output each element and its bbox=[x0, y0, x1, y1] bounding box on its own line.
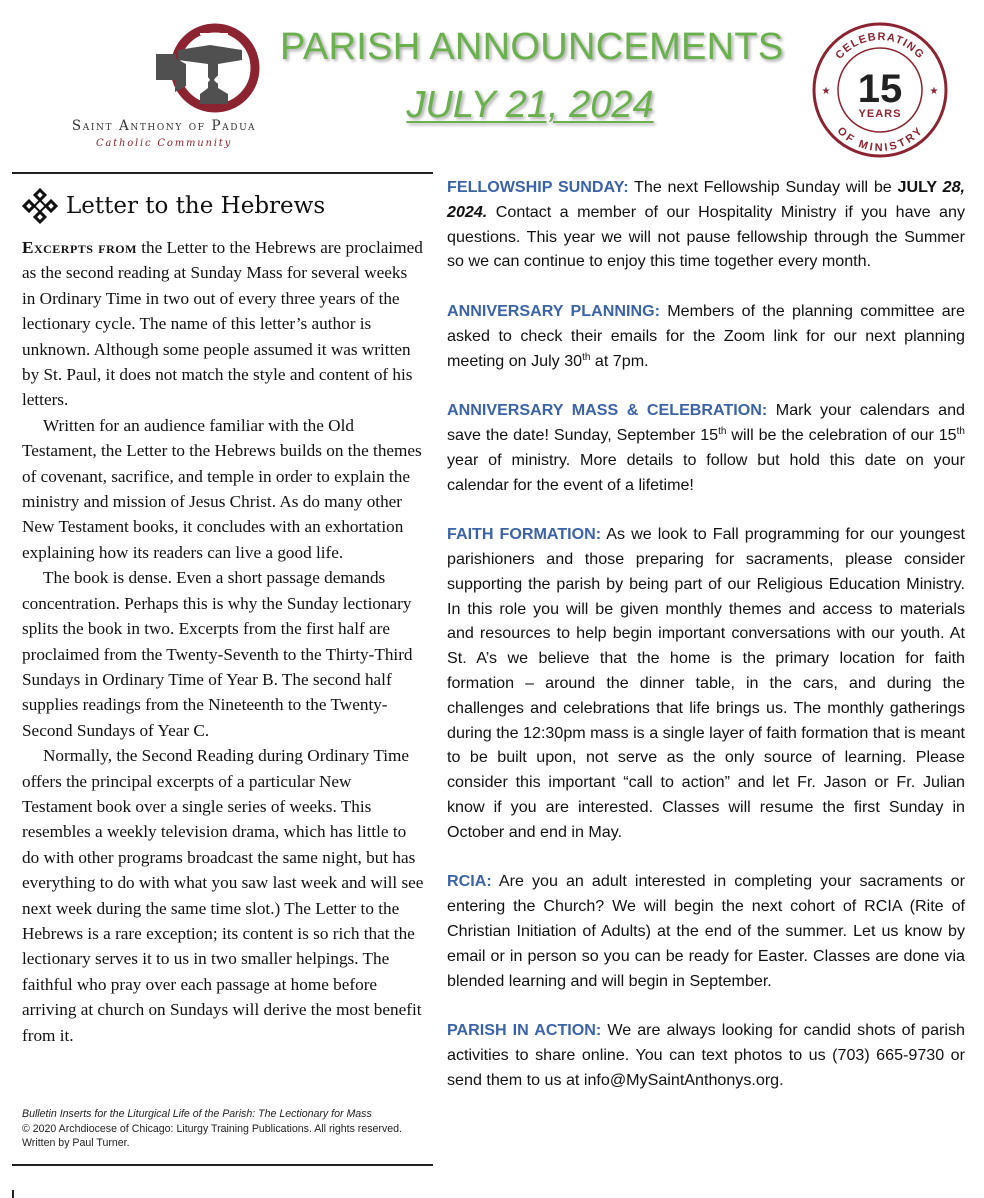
announcement-faith bbox=[447, 522, 965, 844]
hebrews-lead: Excerpts from bbox=[22, 238, 137, 257]
rcia-text: Are you an adult interested in completing your sacraments or entering the Church? We will begin the next cohort of RCIA (Rite of Christian Initiation of Adults) at the end of the summer. Let us know by email or in person so you can be ready for Easter. Classes are done via blended learning and will begin in September. bbox=[447, 872, 965, 990]
planning-sup: th bbox=[582, 351, 591, 363]
page-date: JULY 21, 2024 bbox=[406, 84, 654, 126]
credits-title: Bulletin Inserts for the Liturgical Life of the Parish: The Lectionary for Mass bbox=[22, 1108, 372, 1120]
mass-text-1: Mark your calendars and save the date! Sunday, September 15 bbox=[447, 401, 965, 444]
hebrews-article bbox=[22, 186, 424, 1048]
fellowship-text-2: Contact a member of our Hospitality Ministry if you have any questions. This year we will not pause fellowship through the Summer so we can continue to enjoy this time together every month. bbox=[447, 202, 965, 271]
rcia-heading: RCIA: bbox=[447, 872, 492, 891]
seal-years: YEARS bbox=[858, 108, 902, 120]
fellowship-heading: FELLOWSHIP SUNDAY: bbox=[447, 178, 629, 196]
action-text: We are always looking for candid shots of parish activities to share online. You can text photos to us (703) 665-9730 or send them to us at info@MySaintAnthonys.org. bbox=[447, 1021, 965, 1089]
seal-star-right: ★ bbox=[929, 86, 939, 97]
fellowship-text-1: The next Fellowship Sunday will be bbox=[628, 178, 898, 196]
announcement-action bbox=[447, 1018, 965, 1092]
planning-text-1: Members of the planning committee are asked to check their emails for the Zoom link for our next planning meeting on July 30 bbox=[447, 301, 965, 370]
parish-subtitle: Catholic Community bbox=[95, 138, 233, 149]
left-top-rule bbox=[12, 172, 433, 174]
fellowship-date-month: JULY bbox=[897, 178, 943, 196]
hebrews-credits bbox=[22, 1107, 422, 1151]
diamond-ornament-icon bbox=[22, 188, 58, 224]
hebrews-paragraph-3: The book is dense. Even a short passage demands concentration. Perhaps this is why the Sunday lectionary splits the book in two. Excerpts from the first half are proclaimed from the Twenty-Seventh to the Thirty-Third Sundays in Ordinary Time of Year B. The second half supplies readings from the Nineteenth to the Twenty-Second Sundays of Year C. bbox=[22, 568, 413, 740]
faith-heading: FAITH FORMATION: bbox=[447, 525, 602, 544]
fellowship-date-day: 28, 2024. bbox=[447, 178, 965, 221]
parish-logo bbox=[50, 20, 280, 155]
announcement-mass bbox=[447, 398, 965, 497]
announcement-rcia bbox=[447, 869, 965, 993]
anniversary-seal bbox=[808, 18, 953, 163]
planning-text-2: at 7pm. bbox=[590, 351, 649, 370]
mass-text-2: will be the celebration of our 15 bbox=[726, 425, 957, 444]
seal-star-left: ★ bbox=[821, 86, 831, 97]
mass-text-3: year of ministry. More details to follow but hold this date on your calendar for the event of a lifetime! bbox=[447, 450, 965, 494]
left-bottom-rule bbox=[12, 1164, 433, 1166]
credits-copyright: © 2020 Archdiocese of Chicago: Liturgy Training Publications. All rights reserved. Written by Paul Turner. bbox=[22, 1122, 402, 1149]
parish-name: Saint Anthony of Padua bbox=[71, 118, 257, 134]
mass-heading: ANNIVERSARY MASS & CELEBRATION: bbox=[447, 401, 768, 420]
mass-sup-2: th bbox=[956, 425, 965, 437]
left-rule-tick bbox=[12, 1190, 14, 1198]
hebrews-p1-text: the Letter to the Hebrews are proclaimed as the second reading at Sunday Mass for several weeks in Ordinary Time in two out of every three years of the lectionary cycle. The name of this letter’s author is unknown. Although some people assumed it was written by St. Paul, it does not match the style and content of his letters. bbox=[22, 238, 423, 410]
faith-text: As we look to Fall programming for our youngest parishioners and those preparing for sacraments, please consider supporting the parish by being part of our Religious Education Ministry. In this role you will be given monthly themes and access to materials and resources to help begin important conversations with our youth. At St. A’s we believe that the home is the primary location for faith formation – around the dinner table, in the cars, and during the challenges and celebrations that life brings us. The monthly gatherings during the 12:30pm mass is a single layer of faith formation that is meant to be built upon, not serve as the only source of learning. Please consider this important “call to action” and let Fr. Jason or Fr. Julian know if you are interested. Classes will resume the first Sunday in October and end in May. bbox=[447, 525, 965, 841]
announcement-planning bbox=[447, 299, 965, 373]
action-heading: PARISH IN ACTION: bbox=[447, 1021, 602, 1040]
hebrews-paragraph-1 bbox=[22, 235, 424, 413]
hebrews-title: Letter to the Hebrews bbox=[66, 193, 326, 219]
announcement-fellowship bbox=[447, 175, 965, 274]
planning-heading: ANNIVERSARY PLANNING: bbox=[447, 301, 660, 320]
hebrews-body bbox=[22, 235, 424, 1048]
hebrews-heading bbox=[22, 186, 424, 226]
logo-emblem bbox=[156, 28, 255, 108]
announcements bbox=[447, 175, 965, 1117]
hebrews-paragraph-4: Normally, the Second Reading during Ordinary Time offers the principal excerpts of a particular New Testament book over a single series of weeks. This resembles a weekly television drama, which has little to do with other programs broadcast the same night, but has everything to do with what you saw last week and will see next week during the same time slot.) The Letter to the Hebrews is a rare exception; its content is so rich that the lectionary serves it to us in two smaller helpings. The faithful who pray over each passage at home before arriving at church on Sundays will derive the most benefit from it. bbox=[22, 746, 424, 1045]
page-title: PARISH ANNOUNCEMENTS bbox=[280, 26, 784, 68]
mass-sup-1: th bbox=[718, 425, 727, 437]
seal-number: 15 bbox=[857, 67, 903, 111]
seal-bottom-text: OF MINISTRY bbox=[834, 124, 926, 155]
hebrews-paragraph-2: Written for an audience familiar with the Old Testament, the Letter to the Hebrews builds on the themes of covenant, sacrifice, and temple in order to explain the ministry and mission of Jesus Christ. As do many other New Testament books, it concludes with an exhortation explaining how its readers can live a good life. bbox=[22, 415, 422, 562]
seal-top-text: CELEBRATING bbox=[833, 30, 927, 62]
